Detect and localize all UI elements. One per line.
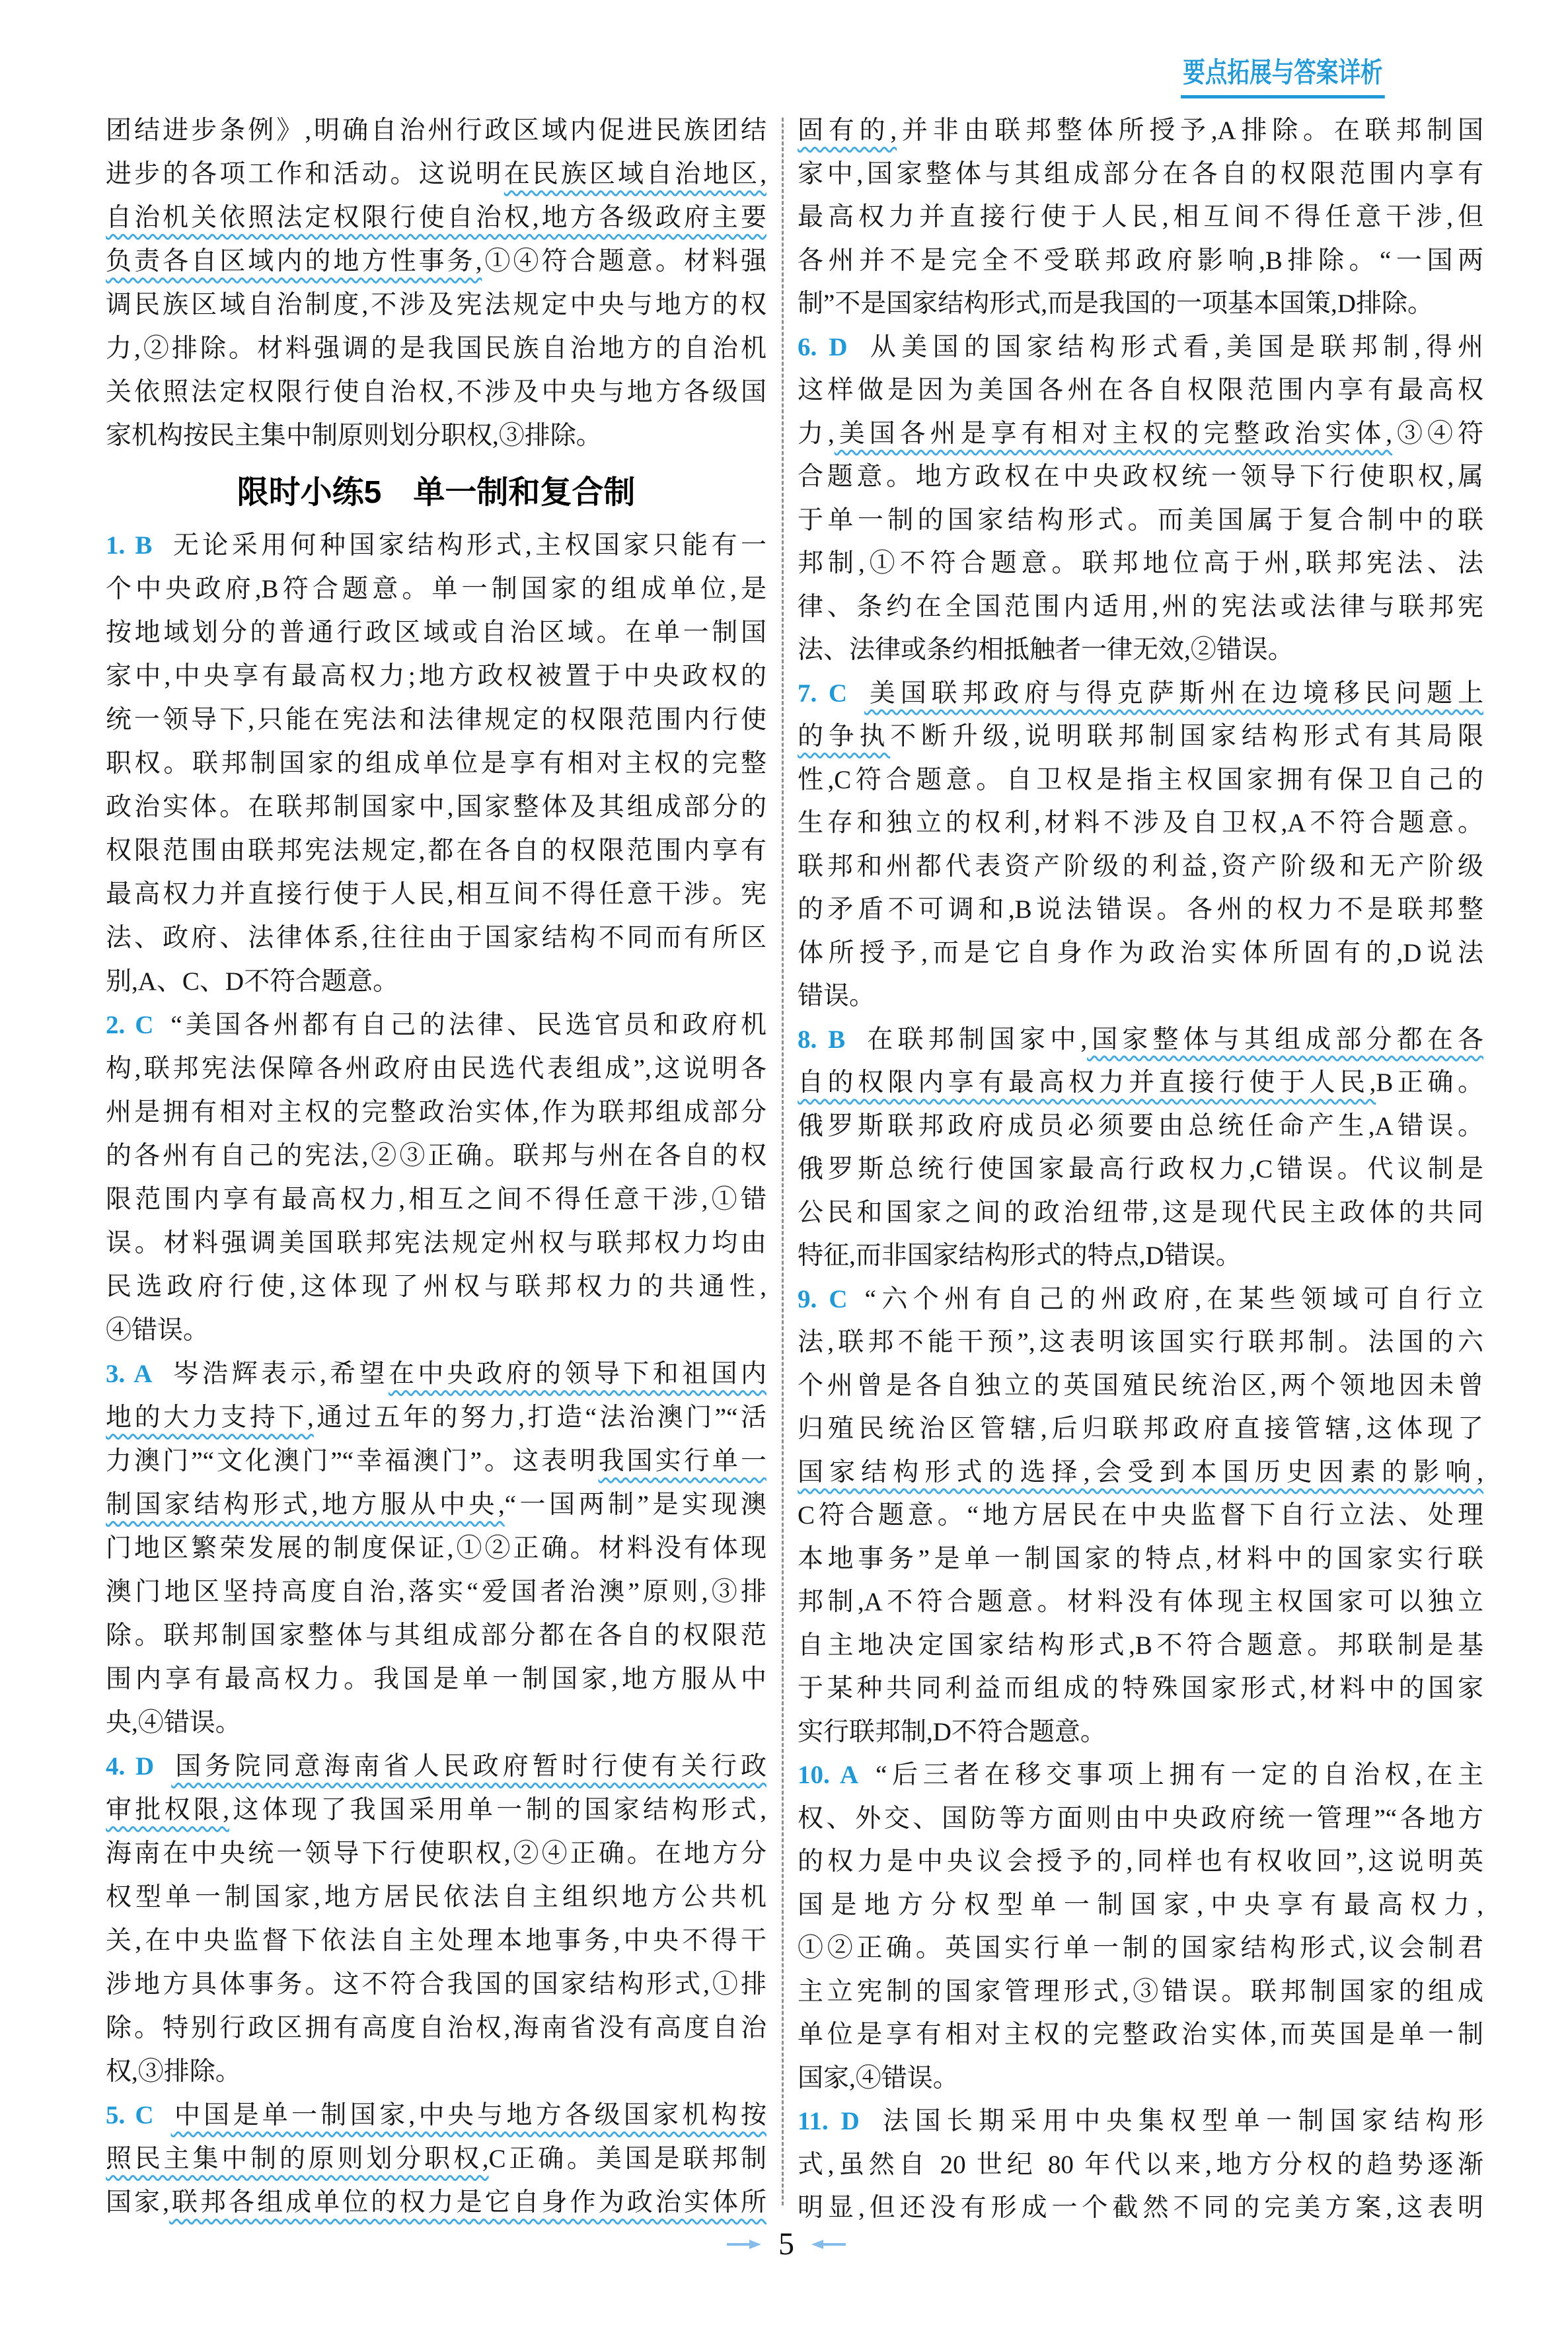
text-line xyxy=(106,1047,766,1091)
right-column xyxy=(798,109,1483,2230)
answer-item-number: 4. D xyxy=(106,1752,155,1781)
body-text: 俄罗斯联邦政府成员必须要由总统任命产生,A错误。 xyxy=(798,1111,1483,1140)
underlined-text: 固有的, xyxy=(798,116,897,145)
text-line xyxy=(106,742,766,786)
body-text: 门地区繁荣发展的制度保证,①②正确。材料没有体现 xyxy=(106,1534,766,1563)
body-text: 法,联邦不能干预”,这表明该国实行联邦制。法国的六 xyxy=(798,1328,1483,1356)
underlined-text: 在民族区域自治地区, xyxy=(504,160,766,188)
body-text: 央,④错误。 xyxy=(106,1709,241,1737)
answer-item-number: 1. B xyxy=(106,531,153,560)
body-text: 各州并不是完全不受联邦政府影响,B排除。“一国两 xyxy=(798,246,1483,275)
text-line xyxy=(106,873,766,916)
text-line xyxy=(106,2137,766,2181)
body-text: 制”不是国家结构形式,而是我国的一项基本国策,D排除。 xyxy=(798,289,1433,318)
body-text: 国家, xyxy=(106,2188,169,2217)
text-line xyxy=(106,524,766,568)
text-line xyxy=(106,327,766,371)
body-text: 民选政府行使,这体现了州权与联邦权力的共通性, xyxy=(106,1273,766,1301)
body-text: 联邦和州都代表资产阶级的利益,资产阶级和无产阶级 xyxy=(798,852,1483,881)
text-line xyxy=(798,499,1483,542)
body-text: 于单一制的国家结构形式。而美国属于复合制中的联 xyxy=(798,505,1483,535)
body-text: 统一领导下,只能在宪法和法律规定的权限范围内行使 xyxy=(106,706,766,734)
body-text: 个州曾是各自独立的英国殖民统治区,两个领地因未曾 xyxy=(798,1371,1483,1400)
body-text: 的各州有自己的宪法,②③正确。联邦与州在各自的权 xyxy=(106,1142,766,1170)
text-line xyxy=(106,786,766,829)
underlined-text: 中国是单一制国家,中央与地方各级国家机构按 xyxy=(170,2101,766,2129)
text-line xyxy=(106,698,766,742)
body-text: 的权力是中央议会授予的,同样也有权收回”,这说明英 xyxy=(798,1847,1483,1876)
answer-item-number: 6. D xyxy=(798,332,848,361)
text-line xyxy=(798,1105,1483,1148)
body-text: 合题意。地方政权在中央政权统一领导下行使职权,属 xyxy=(798,462,1483,491)
body-text: 俄罗斯总统行使国家最高行政权力,C错误。代议制是 xyxy=(798,1155,1483,1183)
text-line xyxy=(798,2013,1483,2057)
body-text: “美国各州都有自己的法律、民选官员和政府机 xyxy=(170,1011,767,1039)
text-line xyxy=(798,2186,1483,2230)
body-text: 在联邦制国家中, xyxy=(862,1025,1088,1054)
underlined-text: 联邦各组成单位的权力是它自身作为政治实体所 xyxy=(168,2188,766,2217)
body-text: 这体现了我国采用单一制的国家结构形式, xyxy=(229,1796,766,1824)
text-line xyxy=(798,1018,1483,1062)
text-line xyxy=(798,1407,1483,1451)
text-line xyxy=(106,1527,766,1570)
body-text: “一国两制”是实现澳 xyxy=(504,1491,766,1519)
text-line xyxy=(106,1963,766,2007)
text-line xyxy=(798,326,1483,369)
underlined-text: 自治机关依照法定权限行使自治权,地方各级政府主要 xyxy=(106,203,766,232)
body-text: 不断升级,说明联邦制国家结构形式有其局限 xyxy=(890,722,1483,751)
text-line xyxy=(106,2181,766,2225)
body-text: 错误。 xyxy=(798,982,876,1010)
text-line xyxy=(798,1711,1483,1754)
text-line xyxy=(798,239,1483,283)
underlined-text: 在中央政府的领导下和祖国内 xyxy=(388,1360,766,1388)
underlined-text: 自的权限内享有最高权力并直接行使于人民, xyxy=(798,1068,1376,1097)
text-line xyxy=(106,1396,766,1440)
answer-item-number: 8. B xyxy=(798,1025,846,1054)
body-text: 权限范围由联邦宪法规定,都在各自的权限范围内享有 xyxy=(106,836,766,865)
body-text: 除。特别行政区拥有高度自治权,海南省没有高度自治 xyxy=(106,2014,766,2042)
body-text: 邦制,A不符合题意。材料没有体现主权国家可以独立 xyxy=(798,1588,1483,1616)
body-text: 实行联邦制,D不符合题意。 xyxy=(798,1717,1106,1746)
text-line xyxy=(106,829,766,873)
body-text: 从美国的国家结构形式看,美国是联邦制,得州 xyxy=(864,332,1483,361)
underlined-text: 美国联邦政府与得克萨斯州在边境移民问题上 xyxy=(864,679,1483,708)
body-text: 权、外交、国防等方面则由中央政府统一管理”“各地方 xyxy=(798,1804,1483,1833)
text-line xyxy=(106,1701,766,1745)
text-line xyxy=(106,1876,766,1919)
text-line xyxy=(798,1148,1483,1191)
text-line xyxy=(798,412,1483,456)
body-text: 澳门地区坚持高度自治,落实“爱国者治澳”原则,③排 xyxy=(106,1578,766,1606)
body-text: 国是地方分权型单一制国家,中央享有最高权力, xyxy=(798,1890,1483,1919)
body-text: ③④符 xyxy=(1392,419,1483,448)
section-heading: 限时小练5 单一制和复合制 xyxy=(237,475,636,510)
body-text: 最高权力并直接行使于人民,相互间不得任意干涉。宪 xyxy=(106,880,766,908)
left-column xyxy=(106,109,766,2225)
body-text: 力,②排除。材料强调的是我国民族自治地方的自治机 xyxy=(106,334,766,363)
text-line xyxy=(106,2094,766,2137)
text-line xyxy=(106,283,766,327)
text-line xyxy=(798,758,1483,802)
text-line xyxy=(798,628,1483,672)
body-text: C正确。美国是联邦制 xyxy=(488,2145,766,2173)
text-line xyxy=(106,916,766,960)
text-line xyxy=(106,1658,766,1701)
underlined-text: 的争执 xyxy=(798,722,891,751)
text-line xyxy=(798,1667,1483,1711)
text-line xyxy=(106,109,766,153)
answer-item-number: 10. A xyxy=(798,1761,859,1789)
text-line xyxy=(798,196,1483,239)
answer-item-number: 2. C xyxy=(106,1011,154,1039)
body-text: 生存和独立的权利,材料不涉及自卫权,A不符合题意。 xyxy=(798,809,1483,837)
text-line xyxy=(106,611,766,655)
body-text: 别,A、C、D不符合题意。 xyxy=(106,967,399,996)
body-text: 并非由联邦整体所授予,A排除。在联邦制国 xyxy=(897,116,1483,145)
body-text: 限范围内享有最高权力,相互之间不得任意干涉,①错 xyxy=(106,1185,766,1214)
body-text: 最高权力并直接行使于人民,相互间不得任意干涉,但 xyxy=(798,203,1483,231)
body-text: 国家,④错误。 xyxy=(798,2063,959,2092)
body-text: 家机构按民主集中制原则划分职权,③排除。 xyxy=(106,422,602,450)
text-line xyxy=(106,1789,766,1832)
text-line xyxy=(106,371,766,414)
text-line xyxy=(798,672,1483,716)
body-text: 法、法律或条约相抵触者一律无效,②错误。 xyxy=(798,636,1294,664)
text-line xyxy=(798,1840,1483,1884)
text-line xyxy=(798,1278,1483,1321)
text-line xyxy=(106,1919,766,1963)
body-text: 体所授予,而是它自身作为政治实体所固有的,D说法 xyxy=(798,938,1483,967)
body-text: 构,联邦宪法保障各州政府由民选代表组成”,这说明各 xyxy=(106,1054,766,1083)
body-text: 州是拥有相对主权的完整政治实体,作为联邦组成部分 xyxy=(106,1098,766,1126)
body-text: 家中,国家整体与其组成部分在各自的权限范围内享有 xyxy=(798,159,1483,188)
text-line xyxy=(798,845,1483,889)
body-text: 主立宪制的国家管理形式,③错误。联邦制国家的组成 xyxy=(798,1977,1483,2006)
text-line xyxy=(106,1265,766,1309)
body-text: 性,C符合题意。自卫权是指主权国家拥有保卫自己的 xyxy=(798,765,1483,794)
text-line xyxy=(106,240,766,283)
arrow-left-icon xyxy=(811,2238,846,2251)
text-line xyxy=(798,1234,1483,1278)
body-text: 个中央政府,B符合题意。单一制国家的组成单位,是 xyxy=(106,575,766,603)
underlined-text: 我国实行单一 xyxy=(598,1447,766,1475)
text-line xyxy=(798,282,1483,326)
underlined-text: 国务院同意海南省人民政府暂时行使有关行政 xyxy=(171,1752,766,1781)
text-line xyxy=(798,888,1483,932)
body-text: 自主地决定国家结构形式,B不符合题意。邦联制是基 xyxy=(798,1631,1483,1660)
body-text: 邦制,①不符合题意。联邦地位高于州,联邦宪法、法 xyxy=(798,549,1483,577)
body-text: 权,③排除。 xyxy=(106,2057,241,2086)
body-text: 海南在中央统一领导下行使职权,②④正确。在地方分 xyxy=(106,1839,766,1868)
text-line xyxy=(106,1004,766,1047)
body-text: 误。材料强调美国联邦宪法规定州权与联邦权力均由 xyxy=(106,1229,766,1257)
body-text: 权型单一制国家,地方居民依法自主组织地方公共机 xyxy=(106,1883,766,1911)
text-line xyxy=(106,1440,766,1483)
text-line xyxy=(106,1614,766,1658)
body-text: 调民族区域自治制度,不涉及宪法规定中央与地方的权 xyxy=(106,291,766,319)
body-text: 进步的各项工作和活动。这说明 xyxy=(106,160,504,188)
text-line xyxy=(798,1580,1483,1624)
underlined-text: 审批权限, xyxy=(106,1796,230,1824)
body-text: 律、条约在全国范围内适用,州的宪法或法律与联邦宪 xyxy=(798,592,1483,621)
body-text: 团结进步条例》,明确自治州行政区域内促进民族团结 xyxy=(106,116,766,145)
underlined-text: 地的大力支持下, xyxy=(106,1403,314,1432)
column-divider xyxy=(782,118,784,2205)
text-line xyxy=(798,1191,1483,1235)
body-text: 法、政府、法律体系,往往由于国家结构不同而有所区 xyxy=(106,924,766,952)
body-text: C符合题意。“地方居民在中央监督下自行立法、处理 xyxy=(798,1501,1483,1530)
text-line xyxy=(106,1570,766,1614)
body-text: 公民和国家之间的政治纽带,这是现代民主政体的共同 xyxy=(798,1198,1483,1227)
body-text: “后三者在移交事项上拥有一定的自治权,在主 xyxy=(876,1761,1484,1789)
body-text: 的矛盾不可调和,B说法错误。各州的权力不是联邦整 xyxy=(798,895,1483,924)
body-text: 政治实体。在联邦制国家中,国家整体及其组成部分的 xyxy=(106,793,766,821)
page-number: 5 xyxy=(778,2227,794,2262)
text-line xyxy=(106,1745,766,1789)
text-line xyxy=(106,655,766,698)
body-text: 家中,中央享有最高权力;地方政权被置于中央政权的 xyxy=(106,662,766,690)
body-text: 除。联邦制国家整体与其组成部分都在各自的权限范 xyxy=(106,1621,766,1650)
text-line xyxy=(106,960,766,1004)
text-line xyxy=(106,568,766,611)
body-text: 关,在中央监督下依法自主处理本地事务,中央不得干 xyxy=(106,1927,766,1955)
text-line xyxy=(106,414,766,458)
text-line xyxy=(798,975,1483,1018)
text-line xyxy=(106,1832,766,1876)
body-text: 岑浩辉表示,希望 xyxy=(169,1360,389,1388)
body-text: 围内享有最高权力。我国是单一制国家,地方服从中 xyxy=(106,1665,766,1693)
body-text: 特征,而非国家结构形式的特点,D错误。 xyxy=(798,1241,1242,1270)
text-line xyxy=(798,932,1483,975)
text-line xyxy=(798,585,1483,629)
body-text: 于某种共同利益而组成的特殊国家形式,材料中的国家 xyxy=(798,1674,1483,1703)
text-line xyxy=(106,2007,766,2050)
underlined-text: 制国家结构形式,地方服从中央, xyxy=(106,1491,505,1519)
underlined-text: 负责各自区域内的地方性事务, xyxy=(106,247,482,276)
text-line xyxy=(798,369,1483,412)
answer-item-number: 9. C xyxy=(798,1284,848,1313)
body-text: 明显,但还没有形成一个截然不同的完美方案,这表明 xyxy=(798,2194,1483,2222)
text-line xyxy=(106,1091,766,1134)
text-line xyxy=(798,2100,1483,2143)
text-line xyxy=(798,1537,1483,1581)
text-line xyxy=(798,1884,1483,1927)
text-line xyxy=(798,1451,1483,1495)
body-text: 这样做是因为美国各州在各自权限范围内享有最高权 xyxy=(798,376,1483,404)
body-text: 力, xyxy=(798,419,835,448)
body-text: 归殖民统治区管辖,后归联邦政府直接管辖,这体现了 xyxy=(798,1415,1483,1443)
underlined-text: 国家结构形式的选择,会受到本国历史因素的影响, xyxy=(798,1458,1483,1487)
text-line xyxy=(798,1753,1483,1797)
text-line xyxy=(106,1352,766,1396)
body-text: B正确。 xyxy=(1376,1068,1483,1097)
body-text: 涉地方具体事务。这不符合我国的国家结构形式,①排 xyxy=(106,1970,766,1999)
body-text: ①④符合题意。材料强 xyxy=(482,247,766,276)
text-line xyxy=(106,1222,766,1265)
text-line xyxy=(798,1624,1483,1668)
text-line xyxy=(106,153,766,196)
body-text: 法国长期采用中央集权型单一制国家结构形 xyxy=(876,2107,1483,2135)
body-text: 式,虽然自 20 世纪 80 年代以来,地方分权的趋势逐渐 xyxy=(798,2150,1483,2179)
body-text: ④错误。 xyxy=(106,1316,209,1345)
text-line xyxy=(798,2057,1483,2100)
body-text: “六个州有自己的州政府,在某些领域可自行立 xyxy=(864,1284,1484,1313)
answer-item-number: 5. C xyxy=(106,2101,154,2129)
body-text: 关依照法定权限行使自治权,不涉及中央与地方各级国 xyxy=(106,378,766,406)
underlined-text: 照民主集中制的原则划分职权, xyxy=(106,2145,489,2173)
text-line xyxy=(798,2143,1483,2187)
text-line xyxy=(106,1178,766,1222)
body-text: 无论采用何种国家结构形式,主权国家只能有一 xyxy=(169,531,766,560)
text-line xyxy=(106,1309,766,1352)
text-line xyxy=(798,109,1483,153)
underlined-text: 美国各州是享有相对主权的完整政治实体, xyxy=(834,419,1393,448)
text-line xyxy=(798,455,1483,499)
text-line xyxy=(106,1483,766,1527)
text-line xyxy=(798,542,1483,585)
body-text: 力澳门”“文化澳门”“幸福澳门”。这表明 xyxy=(106,1447,599,1475)
text-line xyxy=(798,153,1483,196)
text-line xyxy=(106,2050,766,2094)
answer-item-number: 11. D xyxy=(798,2107,860,2135)
text-line xyxy=(798,1321,1483,1364)
page-header-title: 要点拓展与答案详析 xyxy=(1181,57,1385,98)
page-footer xyxy=(687,2221,885,2268)
body-text: 单位是享有相对主权的完整政治实体,而英国是单一制 xyxy=(798,2020,1483,2049)
text-line xyxy=(798,1797,1483,1841)
answer-item-number: 7. C xyxy=(798,679,848,708)
text-line xyxy=(798,1970,1483,2014)
body-text: 通过五年的努力,打造“法治澳门”“活 xyxy=(313,1403,766,1432)
body-text: 本地事务”是单一制国家的特点,材料中的国家实行联 xyxy=(798,1544,1483,1573)
text-line xyxy=(106,196,766,240)
text-line xyxy=(106,1134,766,1178)
text-line xyxy=(798,801,1483,845)
answer-item-number: 3. A xyxy=(106,1360,153,1388)
body-text: ①②正确。英国实行单一制的国家结构形式,议会制君 xyxy=(798,1934,1483,1962)
text-line xyxy=(798,1061,1483,1105)
arrow-right-icon xyxy=(727,2238,761,2251)
body-text: 按地域划分的普通行政区域或自治区域。在单一制国 xyxy=(106,618,766,647)
text-line xyxy=(798,1364,1483,1408)
text-line xyxy=(798,1494,1483,1537)
text-line xyxy=(798,1927,1483,1970)
underlined-text: 国家整体与其组成部分都在各 xyxy=(1087,1025,1483,1054)
body-text: 职权。联邦制国家的组成单位是享有相对主权的完整 xyxy=(106,749,766,778)
text-line xyxy=(798,715,1483,758)
